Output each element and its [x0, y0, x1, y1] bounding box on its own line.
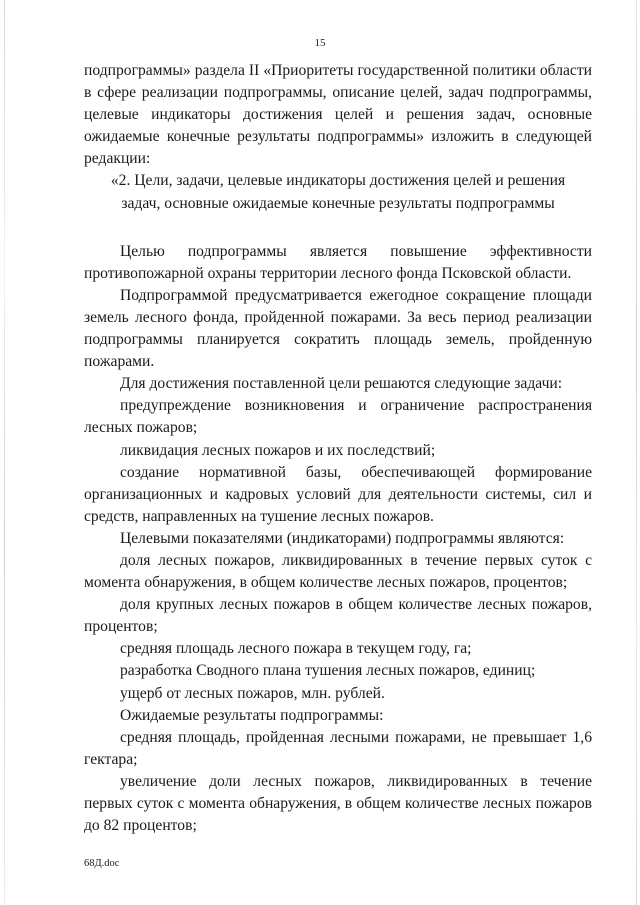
- page-number: 15: [314, 37, 326, 49]
- footer-filename: 68Д.doc: [84, 858, 120, 869]
- paragraph: Для достижения поставленной цели решаются следующие задачи:: [120, 375, 563, 393]
- result-item: увеличение доли лесных пожаров, ликвидированных в течение первых суток с момента обнаружения, в общем количестве лесных пожаров до 82 процентов;: [84, 772, 592, 835]
- indicator-item: доля крупных лесных пожаров в общем количестве лесных пожаров, процентов;: [84, 596, 592, 636]
- document-body: [84, 60, 592, 837]
- paragraph: Целью подпрограммы является повышение эффективности противопожарной охраны территории лесного фонда Псковской области.: [84, 242, 592, 282]
- indicator-item: средняя площадь лесного пожара в текущем году, га;: [120, 640, 472, 658]
- indicator-item: разработка Сводного плана тушения лесных пожаров, единиц;: [120, 662, 536, 680]
- section-heading-line-2: задач, основные ожидаемые конечные результаты подпрограммы: [121, 194, 555, 212]
- spacer: [84, 215, 592, 241]
- task-item: ликвидация лесных пожаров и их последствий;: [120, 441, 436, 459]
- task-item: предупреждение возникновения и ограничение распространения лесных пожаров;: [84, 397, 592, 437]
- paragraph: Целевыми показателями (индикаторами) подпрограммы являются:: [120, 529, 565, 547]
- intro-paragraph: подпрограммы» раздела II «Приоритеты государственной политики области в сфере реализации подпрограммы, описание целей, задач подпрограммы, целевые индикаторы достижения целей и решения задач, основные ожидаемые конечные результаты подпрограммы» изложить в следующей редакции:: [84, 62, 592, 168]
- indicator-item: ущерб от лесных пожаров, млн. рублей.: [120, 684, 385, 702]
- scan-edge-left: [4, 0, 5, 905]
- scan-edge-right: [636, 0, 637, 905]
- section-heading-line-1: «2. Цели, задачи, целевые индикаторы достижения целей и решения: [110, 172, 566, 190]
- indicator-item: доля лесных пожаров, ликвидированных в течение первых суток с момента обнаружения, в общем количестве лесных пожаров, процентов;: [84, 551, 592, 592]
- paragraph: Подпрограммой предусматривается ежегодное сокращение площади земель лесного фонда, пройденной пожарами. За весь период реализации подпрограммы планируется сократить площадь земель, пройденную пожарами.: [84, 286, 592, 371]
- task-item: создание нормативной базы, обеспечивающей формирование организационных и кадровых условий для деятельности системы, сил и средств, направленных на тушение лесных пожаров.: [84, 463, 592, 525]
- result-item: средняя площадь, пройденная лесными пожарами, не превышает 1,6 гектара;: [84, 728, 592, 768]
- paragraph: Ожидаемые результаты подпрограммы:: [120, 706, 384, 724]
